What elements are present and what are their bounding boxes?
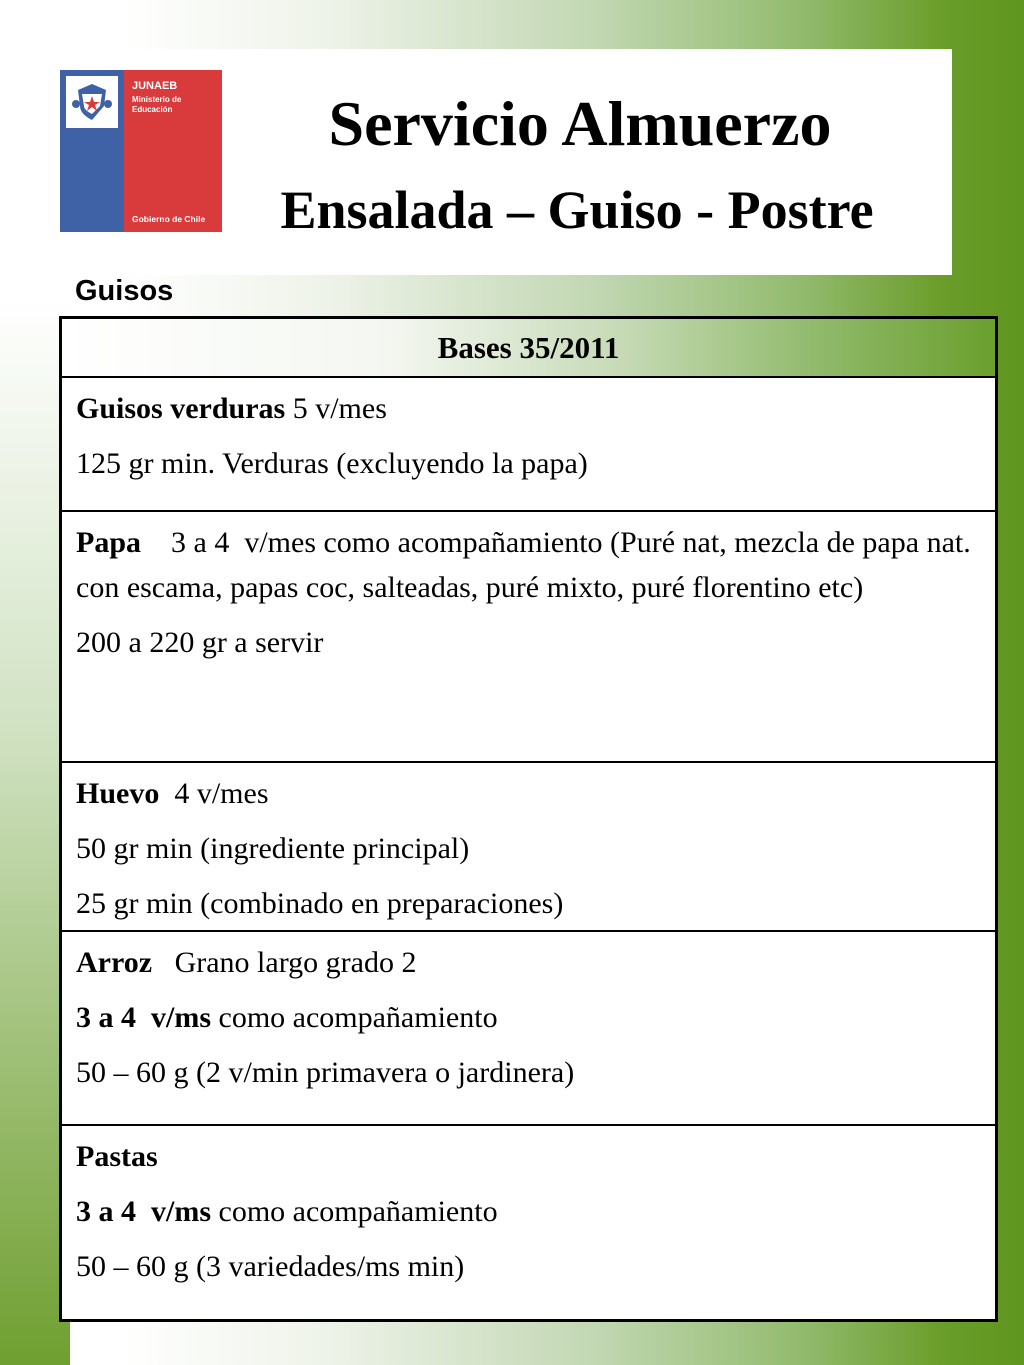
item-frequency: 3 a 4 v/ms (76, 1001, 211, 1034)
item-usage: como acompañamiento (211, 1195, 498, 1228)
row-line: 50 – 60 g (2 v/min primavera o jardinera) (76, 1056, 575, 1089)
subtitle-part1: Ensalada – (280, 180, 548, 240)
row-arroz (62, 932, 995, 1126)
item-grade: Grano largo grado 2 (152, 946, 417, 979)
subtitle-bold: Guiso - (547, 180, 715, 240)
coat-of-arms-icon (66, 76, 118, 128)
row-line (76, 771, 981, 816)
bases-table-header: Bases 35/2011 (62, 319, 995, 378)
government-logo (60, 70, 222, 232)
row-line: 125 gr min. Verduras (excluyendo la papa) (76, 447, 588, 480)
item-name: Papa (76, 526, 142, 559)
item-name: Huevo (76, 777, 160, 810)
row-guisos-verduras (62, 378, 995, 512)
logo-org-name: JUNAEB (132, 80, 178, 92)
row-line (76, 1189, 981, 1234)
row-line (76, 386, 981, 431)
item-usage: como acompañamiento (211, 1001, 498, 1034)
row-line: 200 a 220 gr a servir (76, 626, 324, 659)
item-name: Guisos verduras (76, 392, 286, 425)
row-line: 50 – 60 g (3 variedades/ms min) (76, 1250, 465, 1283)
section-label: Guisos (75, 275, 174, 307)
row-line (76, 940, 981, 985)
row-huevo (62, 763, 995, 932)
item-frequency: 3 a 4 v/mes como acompañamiento (Puré nat, mezcla de papa nat. con escama, papas coc, salteadas, puré mixto, puré florentino etc) (76, 526, 979, 604)
row-pastas (62, 1126, 995, 1316)
logo-red-band (124, 70, 222, 232)
subtitle-part3: Postre (714, 180, 874, 240)
bases-table (59, 316, 998, 1322)
page-subtitle (230, 178, 924, 242)
item-name: Arroz (76, 946, 153, 979)
row-line (76, 520, 981, 610)
row-line: 25 gr min (combinado en preparaciones) (76, 887, 564, 920)
row-papa (62, 512, 995, 763)
page-title: Servicio Almuerzo (328, 88, 832, 159)
item-frequency: 4 v/mes (159, 777, 269, 810)
item-frequency: 3 a 4 v/ms (76, 1195, 211, 1228)
row-line (76, 1134, 981, 1179)
item-frequency: 5 v/mes (285, 392, 387, 425)
logo-government: Gobierno de Chile (132, 214, 206, 224)
item-name: Pastas (76, 1140, 158, 1173)
row-line: 50 gr min (ingrediente principal) (76, 832, 470, 865)
logo-ministry: Ministerio de Educación (132, 95, 182, 114)
logo-blue-band (60, 70, 124, 232)
row-line (76, 995, 981, 1040)
